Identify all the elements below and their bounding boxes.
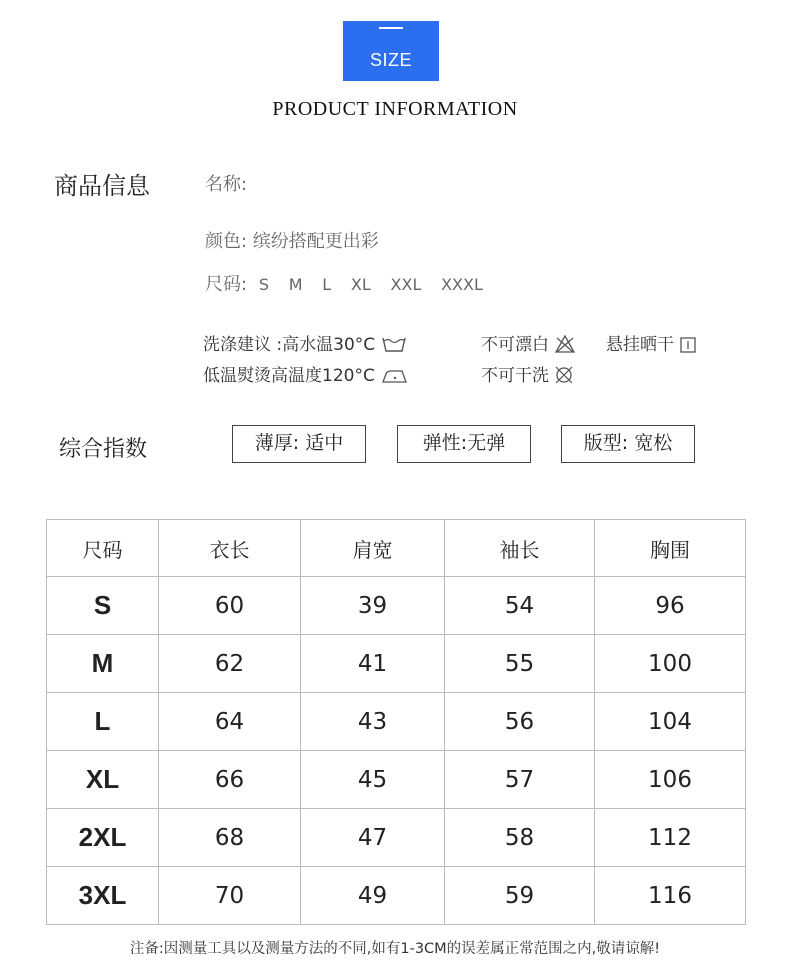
product-information-heading: PRODUCT INFORMATION [272, 98, 518, 120]
no-bleach-text: 不可漂白 [481, 335, 549, 355]
measurement-note: 注备:因测量工具以及测量方法的不同,如有1-3CM的误差属正常范围之内,敬请谅解! [129, 941, 661, 957]
column-header: 衣长 [159, 520, 301, 577]
table-cell: 58 [445, 809, 595, 867]
wash-instruction [203, 330, 407, 355]
size-badge [343, 21, 439, 81]
badge-bar-decoration [379, 27, 403, 29]
table-cell: 100 [595, 635, 746, 693]
size-option: XXXL [441, 275, 483, 294]
size-cell: S [47, 577, 159, 635]
table-cell: 106 [595, 751, 746, 809]
table-cell: 64 [159, 693, 301, 751]
iron-text: 低温熨烫高温度120°C [203, 366, 375, 386]
table-cell: 104 [595, 693, 746, 751]
column-header: 尺码 [47, 520, 159, 577]
table-cell: 60 [159, 577, 301, 635]
size-badge-label: SIZE [369, 50, 412, 70]
color-line: 颜色: 缤纷搭配更出彩 [205, 231, 379, 252]
table-cell: 70 [159, 867, 301, 925]
table-cell: 54 [445, 577, 595, 635]
size-table [46, 519, 746, 925]
table-cell: 45 [301, 751, 445, 809]
size-options [259, 274, 497, 295]
no-dry-clean-instruction [481, 361, 574, 386]
size-cell: M [47, 635, 159, 693]
table-cell: 116 [595, 867, 746, 925]
table-cell: 55 [445, 635, 595, 693]
wash-text: 洗涤建议 :高水温30°C [203, 335, 376, 355]
hang-dry-text: 悬挂晒干 [606, 335, 674, 355]
table-header-row [47, 520, 746, 577]
size-option: M [288, 275, 303, 294]
table-cell: 41 [301, 635, 445, 693]
size-cell: 2XL [47, 809, 159, 867]
no-dry-clean-text: 不可干洗 [481, 366, 549, 386]
table-cell: 62 [159, 635, 301, 693]
table-cell: 112 [595, 809, 746, 867]
table-cell: 56 [445, 693, 595, 751]
table-row [47, 867, 746, 925]
table-cell: 57 [445, 751, 595, 809]
elasticity-box: 弹性:无弹 [397, 425, 531, 463]
no-bleach-instruction [481, 330, 576, 355]
size-cell: 3XL [47, 867, 159, 925]
table-row [47, 635, 746, 693]
column-header: 肩宽 [301, 520, 445, 577]
table-row [47, 751, 746, 809]
size-label: 尺码: [205, 274, 248, 295]
table-cell: 49 [301, 867, 445, 925]
size-option: S [258, 275, 269, 294]
table-cell: 43 [301, 693, 445, 751]
table-row [47, 577, 746, 635]
table-cell: 96 [595, 577, 746, 635]
hang-dry-instruction [606, 330, 697, 355]
iron-instruction [203, 361, 410, 386]
table-cell: 47 [301, 809, 445, 867]
no-dry-clean-icon [554, 366, 574, 386]
size-cell: XL [47, 751, 159, 809]
size-option: L [322, 275, 332, 294]
thickness-box: 薄厚: 适中 [232, 425, 366, 463]
table-cell: 59 [445, 867, 595, 925]
iron-icon [380, 366, 410, 386]
table-cell: 68 [159, 809, 301, 867]
indices-title: 综合指数 [59, 437, 148, 462]
column-header: 胸围 [595, 520, 746, 577]
hang-dry-icon [679, 335, 697, 355]
table-cell: 39 [301, 577, 445, 635]
size-option: XXL [390, 275, 422, 294]
fit-box: 版型: 宽松 [561, 425, 695, 463]
table-cell: 66 [159, 751, 301, 809]
size-option: XL [350, 275, 371, 294]
size-cell: L [47, 693, 159, 751]
product-info-title: 商品信息 [54, 172, 150, 200]
table-row [47, 693, 746, 751]
wash-tub-icon [381, 335, 407, 355]
size-line [205, 270, 497, 296]
no-bleach-icon [554, 335, 576, 355]
column-header: 袖长 [445, 520, 595, 577]
name-label: 名称: [205, 174, 248, 195]
table-row [47, 809, 746, 867]
